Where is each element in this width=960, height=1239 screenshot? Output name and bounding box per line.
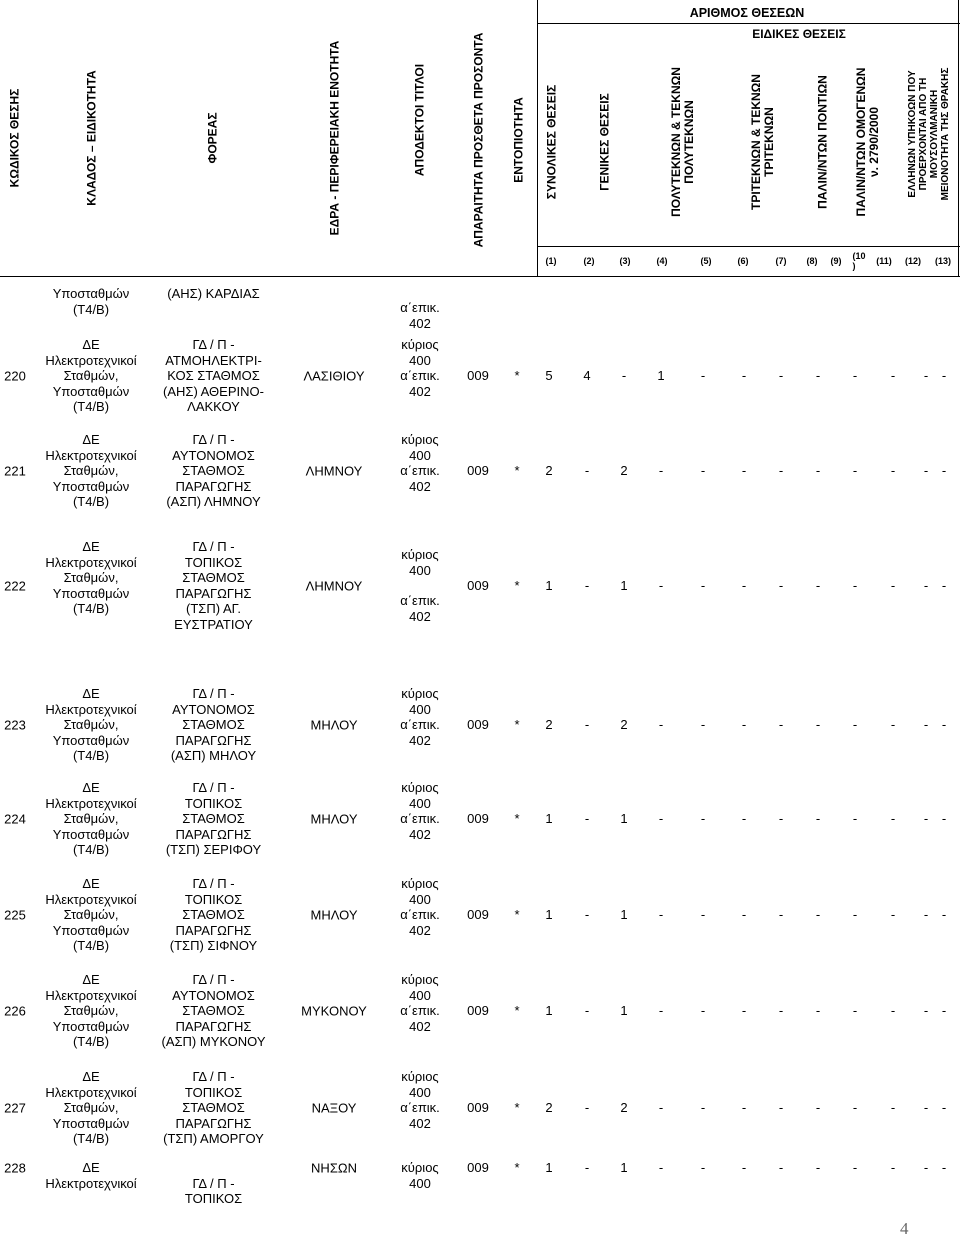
position-count: - [778,1099,784,1115]
position-count: - [923,367,929,383]
locality-code: 009 [467,462,489,478]
position-count: - [778,716,784,732]
header-positions-title: ΑΡΙΘΜΟΣ ΘΕΣΕΩΝ [689,6,805,20]
locality-code: 009 [467,1099,489,1115]
position-count: 2 [545,716,553,732]
header-thrakis: ΕΛΛΗΝΩΝ ΥΠΗΚΟΩΝ ΠΟΥ ΠΡΟΕΡΧΟΝΤΑΙ ΑΠΟ ΤΗ ΜΟΥΣΟΥΛΜΑΝΙΚΗ ΜΕΙΟΝΟΤΗΤΑ ΤΗΣ ΘΡΑΚΗΣ [907,67,951,201]
header-general: ΓΕΝΙΚΕΣ ΘΕΣΕΙΣ [597,93,612,191]
position-count: - [852,1002,858,1018]
position-count: - [778,577,784,593]
header-code: ΚΩΔΙΚΟΣ ΘΕΣΗΣ [7,88,22,188]
position-count: - [658,577,664,593]
accepted-titles: κύριος 400 [401,1160,439,1191]
position-count: - [815,1099,821,1115]
column-number: (7) [775,256,787,266]
agency: ΓΔ / Π - ΑΥΤΟΝΟΜΟΣ ΣΤΑΘΜΟΣ ΠΑΡΑΓΩΓΗΣ (ΑΣΠ) ΛΗΜΝΟΥ [166,432,261,509]
column-number: (1) [545,256,557,266]
position-count: - [778,906,784,922]
header-pontion: ΠΑΛΙΝ/ΝΤΩΝ ΠΟΝΤΙΩΝ [815,75,830,209]
position-code: 220 [4,368,26,384]
position-code: 225 [4,907,26,923]
position-count: - [852,1099,858,1115]
position-count: - [923,462,929,478]
position-count: - [700,1002,706,1018]
branch-specialty: ΔΕ Ηλεκτροτεχνικοί Σταθμών, Υποσταθμών (Τ4/Β) [45,876,137,953]
position-count: - [852,906,858,922]
position-count: - [941,462,947,478]
position-code: 228 [4,1160,26,1176]
region: ΜΗΛΟΥ [310,907,358,923]
position-count: - [941,1099,947,1115]
accepted-titles: κύριος 400 α΄επικ. 402 [400,876,440,938]
position-count: 2 [545,462,553,478]
position-count: - [815,1002,821,1018]
position-count: - [778,1002,784,1018]
position-count: - [700,906,706,922]
position-code: 224 [4,811,26,827]
position-count: - [700,716,706,732]
position-count: - [778,462,784,478]
header-region: ΕΔΡΑ - ΠΕΡΙΦΕΡΕΙΑΚΗ ΕΝΟΤΗΤΑ [327,40,342,236]
position-count: - [852,367,858,383]
position-count: - [700,462,706,478]
position-count: - [621,367,627,383]
position-count: - [700,367,706,383]
header-triteknon: ΤΡΙΤΕΚΝΩΝ & ΤΕΚΝΩΝ ΤΡΙΤΕΚΝΩΝ [749,74,776,210]
agency: ΓΔ / Π - ΑΥΤΟΝΟΜΟΣ ΣΤΑΘΜΟΣ ΠΑΡΑΓΩΓΗΣ (ΑΣΠ) ΜΗΛΟΥ [170,686,257,763]
column-number: (4) [656,256,668,266]
position-count: - [923,1099,929,1115]
position-count: - [584,1002,590,1018]
position-count: 1 [620,1160,628,1175]
position-count: - [741,577,747,593]
position-code: 223 [4,717,26,733]
position-code: 222 [4,578,26,593]
header-total: ΣΥΝΟΛΙΚΕΣ ΘΕΣΕΙΣ [544,84,559,200]
position-count: 1 [545,810,553,826]
locality-code: 009 [467,1002,489,1018]
region: ΜΗΛΟΥ [310,811,358,827]
extra-qualifications: * [514,716,520,732]
region: ΜΥΚΟΝΟΥ [301,1003,367,1019]
agency: ΓΔ / Π - ΤΟΠΙΚΟΣ ΣΤΑΘΜΟΣ ΠΑΡΑΓΩΓΗΣ (ΤΣΠ) ΣΕΡΙΦΟΥ [165,780,262,857]
position-count: - [815,367,821,383]
position-count: - [923,716,929,732]
header-omogenon: ΠΑΛΙΝ/ΝΤΩΝ ΟΜΟΓΕΝΩΝ ν. 2790/2000 [854,67,881,217]
position-count: - [941,577,947,593]
locality-code: 009 [467,716,489,732]
page-number: 4 [900,1219,909,1238]
position-count: 2 [620,462,628,478]
position-count: - [658,462,664,478]
branch-specialty: ΔΕ Ηλεκτροτεχνικοί Σταθμών, Υποσταθμών (Τ4/Β) [45,780,137,857]
position-count: - [815,716,821,732]
position-code: 221 [4,463,26,479]
position-code: 227 [4,1100,26,1116]
rule [537,23,960,24]
position-count: - [815,462,821,478]
position-count: - [778,810,784,826]
position-count: 1 [620,906,628,922]
position-count: - [584,577,590,593]
position-count: - [741,1160,747,1175]
position-count: - [815,810,821,826]
header-locality: ΕΝΤΟΠΙΟΤΗΤΑ [511,97,526,183]
region: ΝΑΞΟΥ [311,1100,357,1116]
locality-code: 009 [467,810,489,826]
extra-qualifications: * [514,1160,520,1175]
position-count: - [741,716,747,732]
position-count: - [658,1099,664,1115]
column-number: (5) [700,256,712,266]
accepted-titles: κύριος 400 α΄επικ. 402 [400,1069,440,1131]
accepted-titles: κύριος 400 α΄επικ. 402 [400,780,440,842]
branch-specialty: ΔΕ Ηλεκτροτεχνικοί [45,1160,137,1191]
position-count: - [700,810,706,826]
position-count: 1 [545,577,553,593]
column-number: (11) [876,256,892,266]
region: ΝΗΣΩΝ [311,1160,357,1176]
position-count: 2 [545,1099,553,1115]
region: ΜΗΛΟΥ [310,717,358,733]
position-count: - [890,367,896,383]
position-count: - [890,810,896,826]
position-count: - [923,1002,929,1018]
position-count: - [890,1160,896,1175]
position-count: - [852,577,858,593]
position-count: - [741,906,747,922]
header-special-title: ΕΙΔΙΚΕΣ ΘΕΣΕΙΣ [752,27,846,41]
position-count: - [890,1099,896,1115]
carried-titles: α΄επικ. 402 [400,300,440,331]
position-count: - [700,1160,706,1175]
position-count: - [890,716,896,732]
agency: ΓΔ / Π - ΤΟΠΙΚΟΣ ΣΤΑΘΜΟΣ ΠΑΡΑΓΩΓΗΣ (ΤΣΠ) ΑΜΟΡΓΟΥ [163,1069,264,1146]
extra-qualifications: * [514,1002,520,1018]
position-count: - [584,810,590,826]
agency: ΓΔ / Π - ΤΟΠΙΚΟΣ ΣΤΑΘΜΟΣ ΠΑΡΑΓΩΓΗΣ (ΤΣΠ) ΑΓ. ΕΥΣΤΡΑΤΙΟΥ [174,539,253,632]
position-count: - [890,577,896,593]
position-count: - [700,1099,706,1115]
agency: ΓΔ / Π - ΑΥΤΟΝΟΜΟΣ ΣΤΑΘΜΟΣ ΠΑΡΑΓΩΓΗΣ (ΑΣΠ) ΜΥΚΟΝΟΥ [161,972,266,1049]
position-count: - [741,1099,747,1115]
position-count: - [778,367,784,383]
column-number: (2) [583,256,595,266]
position-count: - [658,716,664,732]
header-body: ΦΟΡΕΑΣ [205,112,220,164]
position-count: 5 [545,367,553,383]
position-count: - [815,1160,821,1175]
extra-qualifications: * [514,1099,520,1115]
position-count: 1 [620,577,628,593]
header-titles: ΑΠΟΔΕΚΤΟΙ ΤΙΤΛΟΙ [412,63,427,177]
region: ΛΗΜΝΟΥ [305,463,363,479]
carried-body: (ΑΗΣ) ΚΑΡΔΙΑΣ [167,286,260,301]
position-count: - [658,1002,664,1018]
region: ΛΑΣΙΘΙΟΥ [303,368,365,384]
header-branch: ΚΛΑΔΟΣ – ΕΙΔΙΚΟΤΗΤΑ [84,70,99,206]
accepted-titles: κύριος 400 α΄επικ. 402 [400,972,440,1034]
accepted-titles: κύριος 400 α΄επικ. 402 [400,686,440,748]
position-count: 4 [583,367,591,383]
rule [537,0,538,276]
carried-branch: Υποσταθμών (Τ4/Β) [52,286,130,317]
position-code: 226 [4,1003,26,1019]
region: ΛΗΜΝΟΥ [305,578,363,593]
locality-code: 009 [467,1160,489,1175]
position-count: - [584,906,590,922]
accepted-titles: κύριος 400 α΄επικ. 402 [400,547,440,624]
position-count: 1 [657,367,665,383]
position-count: 2 [620,1099,628,1115]
position-count: - [941,906,947,922]
rule [0,276,960,277]
position-count: 1 [620,810,628,826]
position-count: - [584,716,590,732]
position-count: - [741,1002,747,1018]
position-count: - [584,1099,590,1115]
position-count: - [941,716,947,732]
position-count: - [852,462,858,478]
position-count: 1 [620,1002,628,1018]
position-count: - [815,906,821,922]
position-count: 1 [545,1002,553,1018]
locality-code: 009 [467,367,489,383]
agency: ΓΔ / Π - ΑΤΜΟΗΛΕΚΤΡΙ- ΚΟΣ ΣΤΑΘΜΟΣ (ΑΗΣ) ΑΘΕΡΙΝΟ- ΛΑΚΚΟΥ [163,337,264,414]
position-count: - [658,906,664,922]
position-count: - [890,906,896,922]
position-count: - [815,577,821,593]
position-count: - [852,810,858,826]
position-count: - [941,367,947,383]
column-number: (3) [619,256,631,266]
position-count: - [923,906,929,922]
position-count: - [778,1160,784,1175]
column-number: (12) [904,256,922,266]
agency: ΓΔ / Π - ΤΟΠΙΚΟΣ ΣΤΑΘΜΟΣ ΠΑΡΑΓΩΓΗΣ (ΤΣΠ) ΣΙΦΝΟΥ [169,876,258,953]
position-count: - [941,810,947,826]
column-number: (6) [737,256,749,266]
accepted-titles: κύριος 400 α΄επικ. 402 [400,337,440,399]
position-count: - [923,1160,929,1175]
extra-qualifications: * [514,810,520,826]
position-count: - [941,1160,947,1175]
column-number: (10 ) [852,251,866,271]
column-number: (13) [934,256,952,266]
position-count: - [890,1002,896,1018]
position-count: - [741,810,747,826]
position-count: - [941,1002,947,1018]
position-count: 1 [545,906,553,922]
column-number: (8) [806,256,818,266]
branch-specialty: ΔΕ Ηλεκτροτεχνικοί Σταθμών, Υποσταθμών (Τ4/Β) [45,539,137,616]
position-count: - [584,1160,590,1175]
position-count: - [584,462,590,478]
branch-specialty: ΔΕ Ηλεκτροτεχνικοί Σταθμών, Υποσταθμών (Τ4/Β) [45,432,137,509]
position-count: - [658,1160,664,1175]
header-extra: ΑΠΑΡΑΙΤΗΤΑ ΠΡΟΣΘΕΤΑ ΠΡΟΣΟΝΤΑ [471,32,486,248]
position-count: - [700,577,706,593]
accepted-titles: κύριος 400 α΄επικ. 402 [400,432,440,494]
agency: ΓΔ / Π - ΤΟΠΙΚΟΣ [184,1175,243,1206]
branch-specialty: ΔΕ Ηλεκτροτεχνικοί Σταθμών, Υποσταθμών (Τ4/Β) [45,972,137,1049]
extra-qualifications: * [514,367,520,383]
rule [537,246,960,247]
position-count: - [852,1160,858,1175]
extra-qualifications: * [514,462,520,478]
locality-code: 009 [467,577,489,593]
position-count: - [890,462,896,478]
position-count: - [923,577,929,593]
header-polyteknon: ΠΟΛΥΤΕΚΝΩΝ & ΤΕΚΝΩΝ ΠΟΛΥΤΕΚΝΩΝ [669,67,696,217]
position-count: - [741,462,747,478]
position-count: - [741,367,747,383]
position-count: - [923,810,929,826]
position-count: - [658,810,664,826]
extra-qualifications: * [514,906,520,922]
branch-specialty: ΔΕ Ηλεκτροτεχνικοί Σταθμών, Υποσταθμών (Τ4/Β) [45,686,137,763]
position-count: - [852,716,858,732]
rule [958,0,959,276]
extra-qualifications: * [514,577,520,593]
position-count: 2 [620,716,628,732]
column-number: (9) [830,256,842,266]
locality-code: 009 [467,906,489,922]
branch-specialty: ΔΕ Ηλεκτροτεχνικοί Σταθμών, Υποσταθμών (Τ4/Β) [45,337,137,414]
branch-specialty: ΔΕ Ηλεκτροτεχνικοί Σταθμών, Υποσταθμών (Τ4/Β) [45,1069,137,1146]
position-count: 1 [545,1160,553,1175]
